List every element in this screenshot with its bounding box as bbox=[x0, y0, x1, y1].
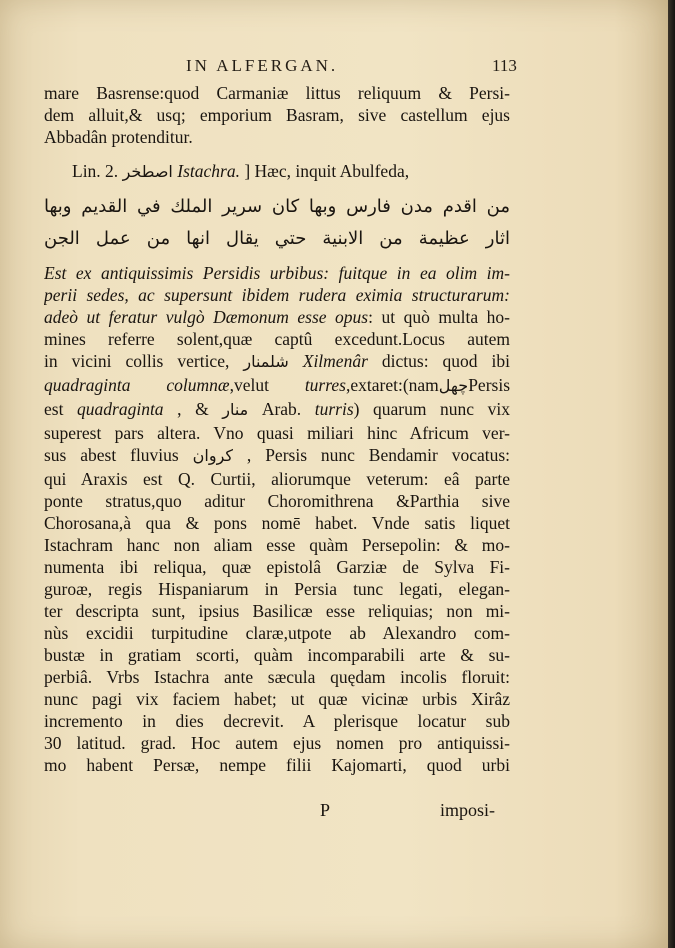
text-line: ter descripta sunt, ipsius Basilicæ esse reliquias; non mi- bbox=[44, 601, 510, 621]
text-span: Persis bbox=[468, 375, 510, 395]
running-header bbox=[0, 56, 668, 80]
book-edge bbox=[668, 0, 675, 948]
text-span: turris bbox=[314, 399, 354, 419]
text-span: turres bbox=[304, 375, 346, 395]
text-line bbox=[44, 306, 510, 329]
text-line: nùs excidii turpitudine claræ,utpote ab Alexandro com- bbox=[44, 623, 510, 643]
text-line: numenta ibi reliqua, quæ epistolâ Garziæ de Sylva Fi- bbox=[44, 557, 510, 577]
text-line: Est ex antiquissimis Persidis urbibus: fuitque in ea olim im- bbox=[44, 263, 510, 283]
arabic-word: شلمنار bbox=[243, 352, 289, 371]
text-span: quadraginta columnæ bbox=[44, 375, 230, 395]
text-line: Istachram hanc non aliam esse quàm Persepolin: & mo- bbox=[44, 535, 510, 555]
text-line: ponte stratus,quo aditur Choromithrena &Parthia sive bbox=[44, 491, 510, 511]
text-span: dictus: quod ibi bbox=[381, 351, 510, 371]
text-span: quadraginta bbox=[77, 399, 164, 419]
text-line: mare Basrense:quod Carmaniæ littus reliquum & Persi- bbox=[44, 83, 510, 103]
text-line: incremento in dies decrevit. A plerisque locatur sub bbox=[44, 711, 510, 731]
signature-mark: P bbox=[320, 800, 331, 820]
text-line bbox=[44, 398, 510, 421]
text-line: bustæ in gratiam scorti, quàm incomparabili arte & su- bbox=[44, 645, 510, 665]
text-span: est bbox=[44, 399, 64, 419]
text-span: Arab. bbox=[261, 399, 302, 419]
arabic-line: من اقدم مدن فارس وبها كان سرير الملك في القديم وبها bbox=[44, 196, 510, 217]
page-number: 113 bbox=[492, 56, 517, 75]
text-line bbox=[44, 374, 510, 397]
headword: Istachra. bbox=[177, 161, 240, 181]
catchword: imposi- bbox=[440, 800, 496, 820]
running-title: IN ALFERGAN. bbox=[186, 56, 339, 75]
text-span: ] Hæc, inquit Abulfeda, bbox=[244, 161, 410, 181]
arabic-word: چهل bbox=[438, 376, 469, 395]
arabic-word: منار bbox=[222, 400, 249, 419]
text-line: nunc pagi vix faciem habet; ut quæ vicinæ urbis Xirâz bbox=[44, 689, 510, 709]
text-span: Xilmenâr bbox=[302, 351, 368, 371]
text-span: ) quarum nunc vix bbox=[353, 399, 510, 419]
text-line: mines referre solent,quæ captû excedunt.Locus autem bbox=[44, 329, 510, 349]
text-line: 30 latitud. grad. Hoc autem ejus nomen pro antiquissi- bbox=[44, 733, 510, 753]
text-line: superest pars altera. Vno quasi miliari hinc Africum ver- bbox=[44, 423, 510, 443]
text-span: ,velut bbox=[229, 375, 269, 395]
text-line: perbiâ. Vrbs Istachra ante sæcula quędam incolis floruit: bbox=[44, 667, 510, 687]
text-span: ,extaret:(nam bbox=[345, 375, 439, 395]
arabic-word: كروان bbox=[192, 446, 234, 465]
text-line: Chorosana,à qua & pons nomē habet. Vnde satis liquet bbox=[44, 513, 510, 533]
arabic-line: اثار عظيمة من الابنية حتي يقال انها من عمل الجن bbox=[44, 228, 510, 249]
text-span: in vicini collis vertice, bbox=[44, 351, 230, 371]
text-line: perii sedes, ac supersunt ibidem rudera eximia structurarum: bbox=[44, 285, 510, 305]
text-span: adeò ut feratur vulgò Dæmonum esse opus bbox=[44, 307, 369, 327]
text-span: , & bbox=[177, 399, 209, 419]
text-line bbox=[44, 350, 510, 373]
text-line bbox=[72, 160, 510, 183]
text-line: dem alluit,& usq; emporium Basram, sive castellum ejus bbox=[44, 105, 510, 125]
arabic-word: اصطخر bbox=[122, 162, 173, 181]
text-line: Abbadân protenditur. bbox=[44, 127, 193, 147]
text-line: mo habent Persæ, nempe filii Kajomarti, quod urbi bbox=[44, 755, 510, 775]
text-span: sus abest fluvius bbox=[44, 445, 179, 465]
text-line: guroæ, regis Hispaniarum in Persia tunc legati, elegan- bbox=[44, 579, 510, 599]
text-line bbox=[44, 444, 510, 467]
text-span: , Persis nunc Bendamir vocatus: bbox=[246, 445, 510, 465]
line-ref: Lin. 2. bbox=[72, 161, 119, 181]
text-span: : ut quò multa ho- bbox=[368, 307, 510, 327]
text-line: qui Araxis est Q. Curtii, aliorumque veterum: eâ parte bbox=[44, 469, 510, 489]
